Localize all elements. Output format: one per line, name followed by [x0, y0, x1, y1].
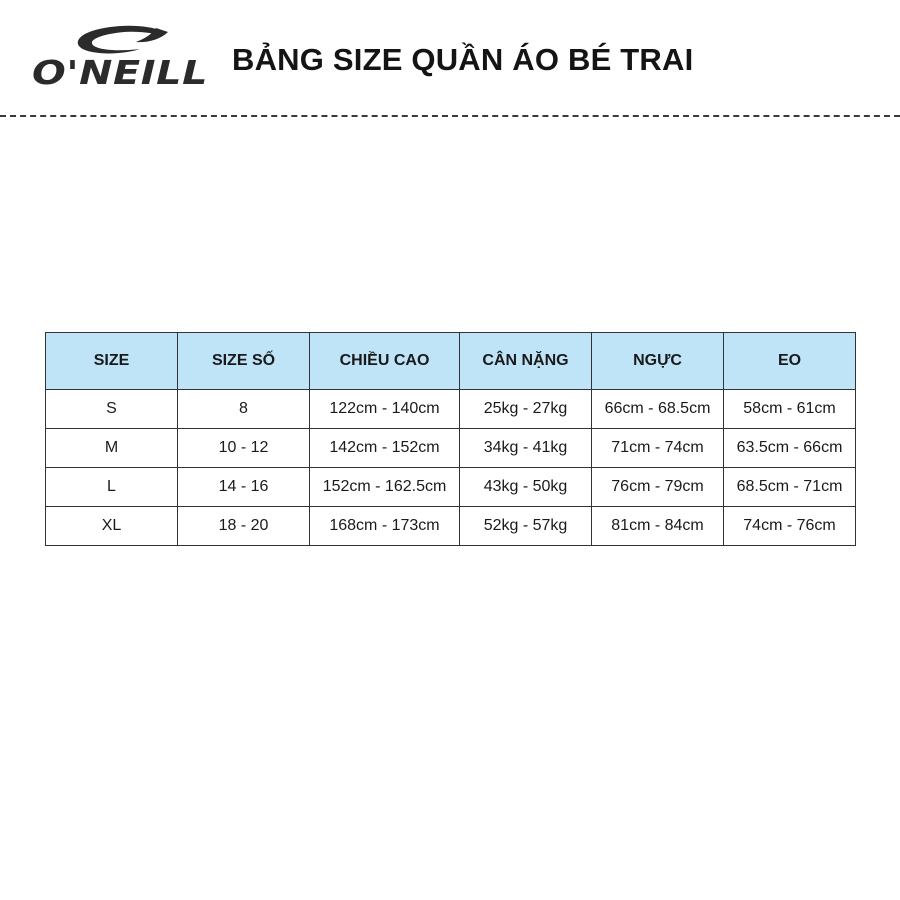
cell-height: 142cm - 152cm: [310, 429, 460, 468]
cell-waist: 63.5cm - 66cm: [724, 429, 856, 468]
oneill-logo: [28, 22, 213, 92]
cell-waist: 68.5cm - 71cm: [724, 468, 856, 507]
dashed-divider: [0, 115, 900, 117]
size-chart-table-container: [45, 332, 855, 546]
column-header-size-number: SIZE SỐ: [178, 333, 310, 390]
cell-chest: 66cm - 68.5cm: [592, 390, 724, 429]
table-row: [46, 390, 856, 429]
column-header-waist: EO: [724, 333, 856, 390]
size-chart-table: [45, 332, 856, 546]
table-header-row: [46, 333, 856, 390]
cell-weight: 34kg - 41kg: [460, 429, 592, 468]
column-header-size: SIZE: [46, 333, 178, 390]
cell-waist: 74cm - 76cm: [724, 507, 856, 546]
cell-chest: 81cm - 84cm: [592, 507, 724, 546]
cell-size: L: [46, 468, 178, 507]
cell-height: 122cm - 140cm: [310, 390, 460, 429]
column-header-height: CHIỀU CAO: [310, 333, 460, 390]
page-title: BẢNG SIZE QUẦN ÁO BÉ TRAI: [232, 42, 694, 77]
page-header: [0, 0, 900, 116]
table-row: [46, 507, 856, 546]
cell-waist: 58cm - 61cm: [724, 390, 856, 429]
column-header-chest: NGỰC: [592, 333, 724, 390]
cell-weight: 43kg - 50kg: [460, 468, 592, 507]
cell-weight: 52kg - 57kg: [460, 507, 592, 546]
table-row: [46, 429, 856, 468]
wave-logo-icon: [28, 22, 213, 92]
table-row: [46, 468, 856, 507]
cell-height: 152cm - 162.5cm: [310, 468, 460, 507]
cell-weight: 25kg - 27kg: [460, 390, 592, 429]
cell-chest: 71cm - 74cm: [592, 429, 724, 468]
cell-size-number: 10 - 12: [178, 429, 310, 468]
svg-text:O'NEILL: O'NEILL: [32, 53, 208, 92]
cell-size: S: [46, 390, 178, 429]
column-header-weight: CÂN NẶNG: [460, 333, 592, 390]
cell-size: XL: [46, 507, 178, 546]
cell-size-number: 18 - 20: [178, 507, 310, 546]
cell-size-number: 8: [178, 390, 310, 429]
cell-height: 168cm - 173cm: [310, 507, 460, 546]
cell-size-number: 14 - 16: [178, 468, 310, 507]
cell-size: M: [46, 429, 178, 468]
cell-chest: 76cm - 79cm: [592, 468, 724, 507]
